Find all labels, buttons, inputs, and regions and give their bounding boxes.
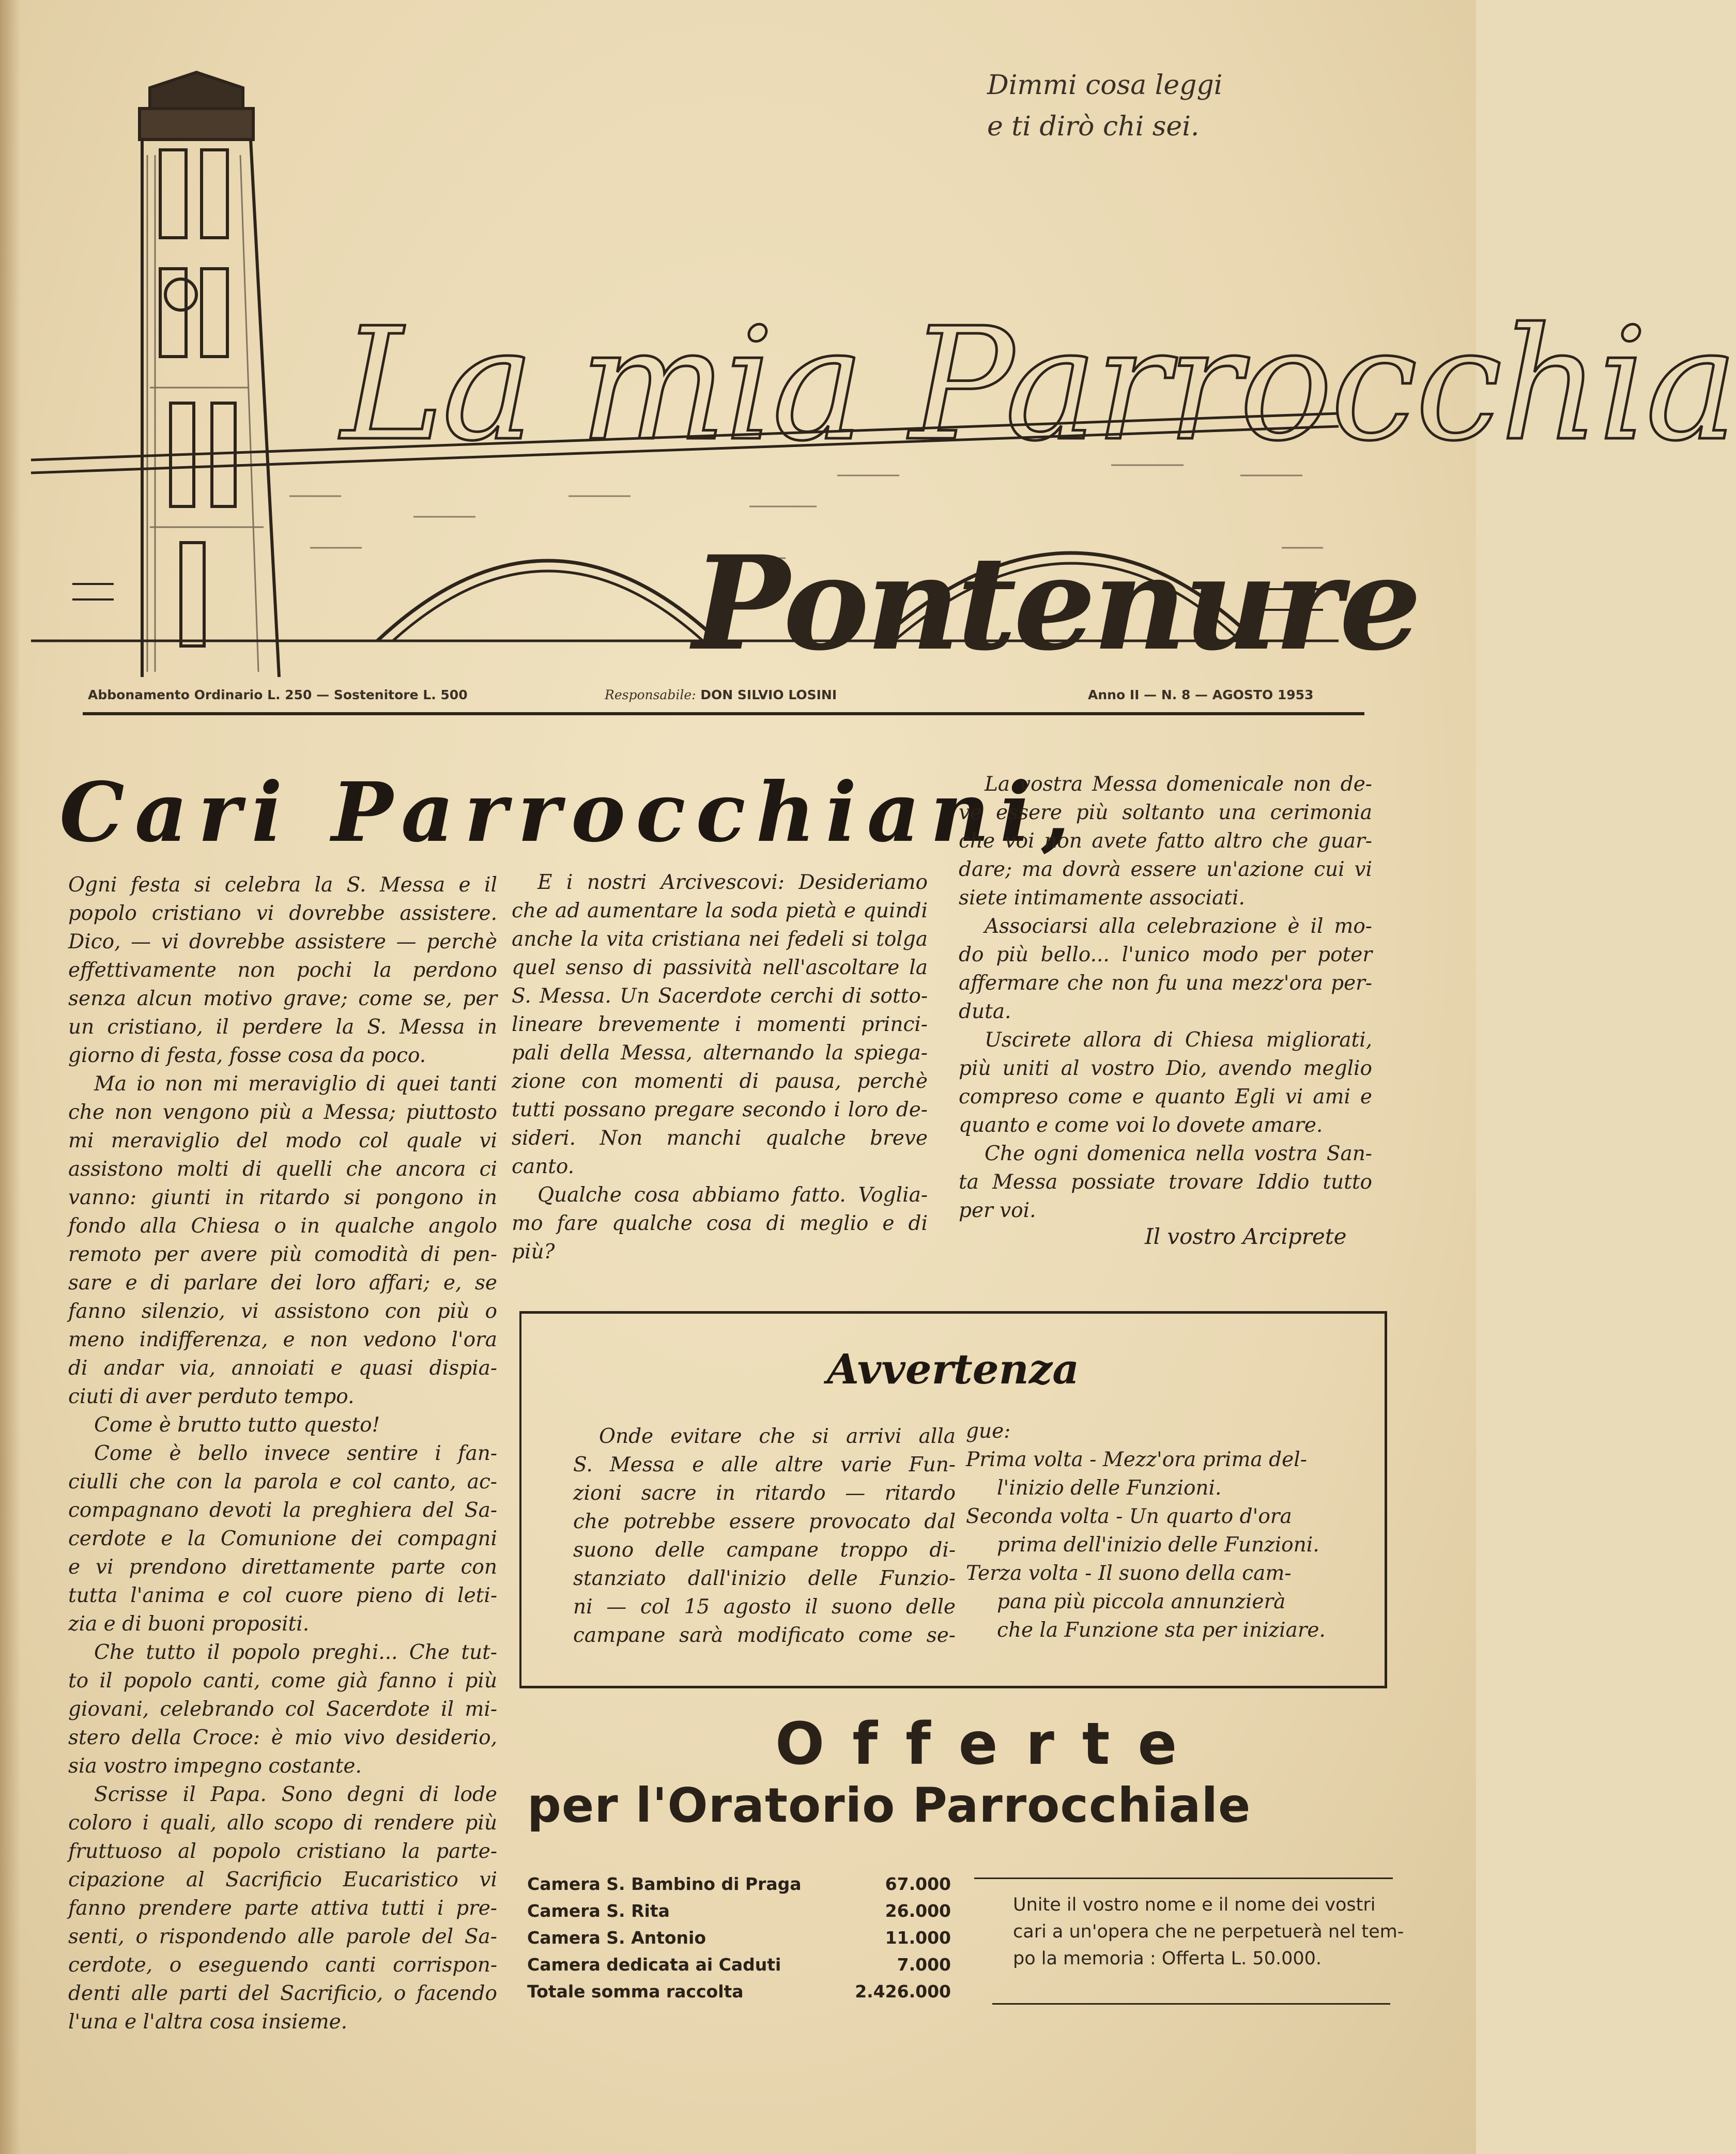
masthead-title: La mia Parrocchia [341, 295, 1736, 475]
text-line: Terza volta - Il suono della cam- [966, 1562, 1292, 1585]
text-line: che non vengono più a Messa; piuttosto [68, 1101, 497, 1124]
text-line: tutta l'anima e col cuore pieno di leti- [68, 1584, 497, 1607]
text-line: suono delle campane troppo di- [573, 1538, 956, 1562]
masthead [52, 52, 1736, 698]
text-line: Prima volta - Mezz'ora prima del- [966, 1448, 1307, 1471]
text-line: zia e di buoni propositi. [68, 1612, 310, 1636]
notice-left-column [573, 1422, 956, 1650]
text-line: popolo cristiano vi dovrebbe assistere. [68, 902, 497, 925]
responsible-name: DON SILVIO LOSINI [700, 687, 837, 702]
text-line: senza alcun motivo grave; come se, per [68, 987, 497, 1010]
offer-total-row [527, 1978, 951, 2005]
text-line: più? [512, 1240, 555, 1264]
text-line: sia vostro impegno costante. [68, 1755, 362, 1778]
text-line: cari a un'opera che ne perpetuerà nel tem- [1013, 1921, 1404, 1942]
text-line: Che tutto il popolo preghi... Che tut- [94, 1641, 497, 1664]
text-line: affermare che non fu una mezz'ora per- [959, 972, 1372, 995]
text-line: che la Funzione sta per iniziare. [997, 1619, 1326, 1642]
text-line: po la memoria : Offerta L. 50.000. [1013, 1948, 1322, 1969]
text-line: remoto per avere più comodità di pen- [68, 1243, 497, 1266]
text-line: compagnano devoti la preghiera del Sa- [68, 1499, 497, 1522]
offer-amount: 67.000 [885, 1874, 951, 1894]
masthead-town: Pontenure [693, 527, 1419, 679]
text-line: pana più piccola annunzierà [997, 1590, 1286, 1613]
text-line: cerdote, o eseguendo canti corrispon- [68, 1953, 497, 1977]
text-line: fanno prendere parte attiva tutti i pre- [68, 1897, 497, 1920]
text-line: giovani, celebrando col Sacerdote il mi- [68, 1698, 497, 1721]
text-line: sideri. Non manchi qualche breve [512, 1127, 928, 1150]
text-line: pali della Messa, alternando la spiega- [512, 1041, 928, 1065]
text-line: Uscirete allora di Chiesa migliorati, [985, 1028, 1372, 1052]
text-line: che voi non avete fatto altro che guar- [959, 829, 1372, 853]
responsible-label: Responsabile: [605, 687, 696, 702]
text-line: canto. [512, 1155, 575, 1178]
offer-amount: 7.000 [897, 1955, 951, 1975]
text-line: to il popolo canti, come già fanno i più [68, 1669, 497, 1693]
text-line: compreso come e quanto Egli vi ami e [959, 1085, 1372, 1109]
offer-row [527, 1898, 951, 1925]
offer-amount: 2.426.000 [855, 1981, 951, 2002]
text-line: siete intimamente associati. [959, 886, 1245, 910]
text-line: lineare brevemente i momenti princi- [512, 1013, 928, 1036]
offerte-title: Offerte [775, 1711, 1205, 1778]
text-line: ta Messa possiate trovare Iddio tutto [959, 1171, 1372, 1194]
text-line: ni — col 15 agosto il suono delle [573, 1595, 956, 1619]
text-line: meno indifferenza, e non vedono l'ora [68, 1328, 497, 1351]
text-line: l'inizio delle Funzioni. [997, 1476, 1222, 1500]
text-line: assistono molti di quelli che ancora ci [68, 1158, 497, 1181]
column-3 [959, 770, 1372, 1225]
headline: Cari Parrocchiani, [59, 765, 1080, 860]
text-line: più uniti al vostro Dio, avendo meglio [959, 1057, 1372, 1080]
text-line: Ma io non mi meraviglio di quei tanti [94, 1072, 497, 1096]
text-line: sare e di parlare dei loro affari; e, se [68, 1271, 497, 1295]
text-line: stanziato dall'inizio delle Funzio- [573, 1567, 956, 1590]
text-line: che potrebbe essere provocato dal [573, 1510, 956, 1533]
offer-label: Camera S. Antonio [527, 1928, 706, 1948]
offerte-subtitle: per l'Oratorio Parrocchiale [527, 1778, 1251, 1833]
responsible-info [605, 687, 837, 702]
divider [974, 1878, 1393, 1879]
text-line: giorno di festa, fosse cosa da poco. [68, 1044, 426, 1067]
divider [992, 2003, 1390, 2005]
notice-right-column [966, 1417, 1348, 1644]
offer-label: Camera S. Bambino di Praga [527, 1874, 802, 1894]
offer-label: Totale somma raccolta [527, 1981, 744, 2002]
offer-list [527, 1871, 951, 2005]
page-edge-shadow [0, 0, 21, 2154]
text-line: do più bello... l'unico modo per poter [959, 943, 1372, 966]
text-line: stero della Croce: è mio vivo desiderio, [68, 1726, 497, 1749]
text-line: senti, o rispondendo alle parole del Sa- [68, 1925, 497, 1948]
text-line: campane sarà modificato come se- [573, 1624, 956, 1647]
text-line: per voi. [959, 1199, 1036, 1222]
signature: Il vostro Arciprete [1145, 1224, 1347, 1249]
text-line: dare; ma dovrà essere un'azione cui vi [959, 858, 1372, 881]
text-line: l'una e l'altra cosa insieme. [68, 2010, 348, 2034]
text-line: Onde evitare che si arrivi alla [599, 1425, 956, 1448]
text-line: anche la vita cristiana nei fedeli si tolga [512, 928, 928, 951]
text-line: un cristiano, il perdere la S. Messa in [68, 1016, 497, 1039]
text-line: gue: [966, 1420, 1011, 1443]
text-line: duta. [959, 1000, 1011, 1023]
text-line: vanno: giunti in ritardo si pongono in [68, 1186, 497, 1209]
text-line: Come è brutto tutto questo! [94, 1413, 380, 1437]
text-line: Scrisse il Papa. Sono degni di lode [94, 1783, 497, 1806]
column-1 [68, 871, 497, 2036]
text-line: fruttuoso al popolo cristiano la parte- [68, 1840, 497, 1863]
text-line: tutti possano pregare secondo i loro de- [512, 1098, 928, 1121]
offer-label: Camera dedicata ai Caduti [527, 1955, 781, 1975]
text-line: coloro i quali, allo scopo di rendere più [68, 1811, 497, 1835]
text-line: ciuti di aver perduto tempo. [68, 1385, 355, 1408]
notice-box [519, 1311, 1387, 1688]
text-line: E i nostri Arcivescovi: Desideriamo [537, 871, 928, 894]
notice-title: Avvertenza [826, 1345, 1080, 1393]
text-line: Qualche cosa abbiamo fatto. Voglia- [537, 1183, 928, 1207]
text-line: mi meraviglio del modo col quale vi [68, 1129, 497, 1152]
text-line: effettivamente non pochi la perdono [68, 959, 497, 982]
text-line: di andar via, annoiati e quasi dispia- [68, 1357, 497, 1380]
info-bar [83, 683, 1364, 715]
text-line: cipazione al Sacrificio Eucaristico vi [68, 1868, 497, 1891]
text-line: zioni sacre in ritardo — ritardo [573, 1482, 956, 1505]
offer-amount: 11.000 [885, 1928, 951, 1948]
issue-info: Anno II — N. 8 — AGOSTO 1953 [1088, 687, 1314, 702]
text-line: prima dell'inizio delle Funzioni. [997, 1533, 1319, 1557]
text-line: Come è bello invece sentire i fan- [94, 1442, 497, 1465]
text-line: quel senso di passività nell'ascoltare la [512, 956, 928, 979]
offer-amount: 26.000 [885, 1901, 951, 1921]
offer-label: Camera S. Rita [527, 1901, 670, 1921]
text-line: S. Messa e alle altre varie Fun- [573, 1453, 956, 1476]
subscription-info: Abbonamento Ordinario L. 250 — Sostenitore L. 500 [88, 687, 468, 702]
text-line: ve essere più soltanto una cerimonia [959, 801, 1372, 824]
text-line: mo fare qualche cosa di meglio e di [512, 1212, 928, 1235]
text-line: Associarsi alla celebrazione è il mo- [985, 915, 1372, 938]
offer-row [527, 1951, 951, 1978]
motto-line: Dimmi cosa leggi [987, 70, 1223, 101]
text-line: Dico, — vi dovrebbe assistere — perchè [68, 930, 497, 953]
text-line: zione con momenti di pausa, perchè [512, 1070, 928, 1093]
offer-note [1013, 1891, 1404, 1972]
text-line: fanno silenzio, vi assistono con più o [68, 1300, 497, 1323]
motto-line: e ti dirò chi sei. [987, 111, 1200, 142]
offer-row [527, 1871, 951, 1898]
column-2 [512, 868, 928, 1266]
text-line: Che ogni domenica nella vostra San- [985, 1142, 1372, 1165]
text-line: Ogni festa si celebra la S. Messa e il [68, 873, 497, 897]
text-line: che ad aumentare la soda pietà e quindi [512, 899, 928, 922]
text-line: S. Messa. Un Sacerdote cerchi di sotto- [512, 984, 928, 1008]
text-line: denti alle parti del Sacrificio, o facendo [68, 1982, 497, 2005]
text-line: fondo alla Chiesa o in qualche angolo [68, 1214, 497, 1238]
text-line: Seconda volta - Un quarto d'ora [966, 1505, 1292, 1528]
text-line: ciulli che con la parola e col canto, ac- [68, 1470, 497, 1494]
offer-row [527, 1925, 951, 1951]
text-line: quanto e come voi lo dovete amare. [959, 1114, 1323, 1137]
text-line: cerdote e la Comunione dei compagni [68, 1527, 497, 1550]
text-line: Unite il vostro nome e il nome dei vostri [1013, 1895, 1376, 1915]
text-line: e vi prendono direttamente parte con [68, 1556, 497, 1579]
text-line: La vostra Messa domenicale non de- [985, 773, 1372, 796]
